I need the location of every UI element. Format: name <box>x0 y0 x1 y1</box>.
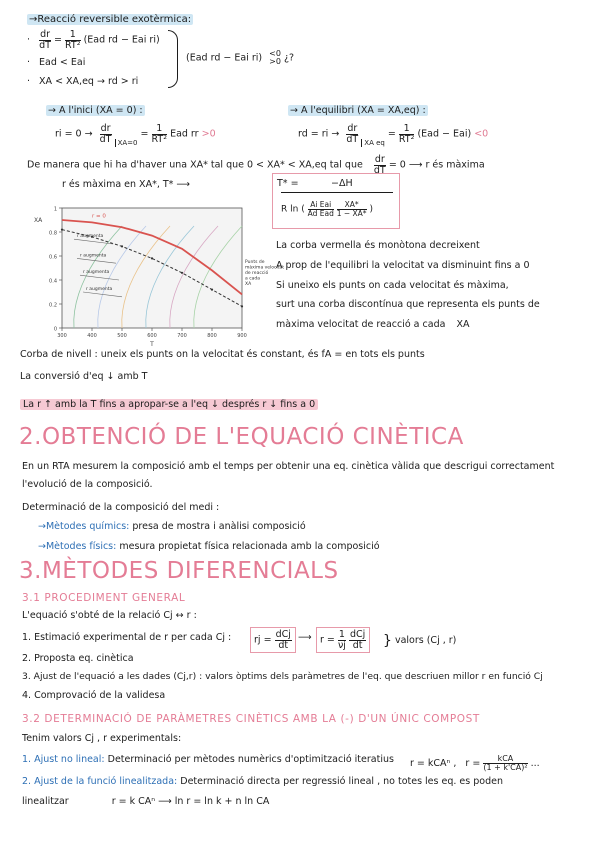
y-tick-label: 0.4 <box>49 278 57 285</box>
corba-l3: Si uneixo els punts on cada velocitat és màxima, <box>276 280 509 291</box>
x-tick-label: 400 <box>87 333 97 339</box>
s2-p3: Determinació de la composició del medi : <box>22 502 220 513</box>
y-tick-label: 0.2 <box>49 302 57 309</box>
x-tick-label: 500 <box>117 333 127 339</box>
s3-ajust1-eq: r = kCAⁿ , r = $\frac{\text{kCA}}{\text{(1 + k'CA)²}}$ ... <box>410 754 540 772</box>
x-tick-label: 800 <box>207 333 217 339</box>
annotation-label: r augmenta <box>86 287 113 292</box>
series-label: r = 0 <box>92 213 106 220</box>
demanera-line2: r és màxima en XA*, T* ⟶ <box>62 179 191 190</box>
data-point <box>211 289 213 291</box>
corba-l5: màxima velocitat de reacció a cada XA <box>276 319 470 330</box>
equilibri-equation: rd = ri → $\frac{dr}{dT}$ $_{XA eq}$ = $\frac{1}{\text{RT²}}$ (Ead − Eai) <0 <box>298 123 489 147</box>
section31-title: 3.1 PROCEDIMENT GENERAL <box>22 592 186 604</box>
y-tick-label: 0.6 <box>49 254 57 261</box>
data-point <box>151 257 153 259</box>
s3-step4: 4. Comprovació de la validesa <box>22 690 166 701</box>
annotation-label: r augmenta <box>77 234 104 240</box>
x-tick-label: 600 <box>147 333 157 339</box>
nivell-l2: La conversió d'eq ↓ amb T <box>20 371 148 382</box>
data-point <box>241 305 243 307</box>
corba-l2: A prop de l'equilibri la velocitat va disminuint fins a 0 <box>276 260 530 271</box>
s3-ajust2: 2. Ajust de la funció linealitzada: Determinació directa per regressió lineal , no totes les eq. es poden <box>22 776 503 787</box>
conversion-temperature-chart <box>28 198 285 348</box>
reaction-title: →Reacció reversible exotèrmica: <box>29 14 192 25</box>
x-tick-label: 900 <box>237 333 247 339</box>
bracket <box>168 30 178 88</box>
demanera-line1: De manera que hi ha d'haver una XA* tal que 0 < XA* < XA,eq tal que $\frac{dr}{dT}$ = 0 ⟶ r és màxima <box>27 154 485 176</box>
annotation-label: r augmenta <box>83 270 110 276</box>
y-axis-label: XA <box>34 217 43 224</box>
s3-step2: 2. Proposta eq. cinètica <box>22 653 134 664</box>
x-tick-label: 700 <box>177 333 187 339</box>
legend-note: Punts de màxima velocitat de reacció a cada XA <box>245 260 285 287</box>
corba-l1: La corba vermella és monòtona decreixent <box>276 240 480 251</box>
inicial-title: → A l'inici (XA = 0) : <box>48 105 143 116</box>
section32-title: 3.2 DETERMINACIÓ DE PARÀMETRES CINÈTICS AMB LA (-) D'UN ÚNIC COMPOST <box>22 713 480 725</box>
s3-step1: 1. Estimació experimental de r per cada Cj : <box>22 632 232 643</box>
brace-result: (Ead rd − Eai ri) <0 >0 ¿? <box>186 49 295 66</box>
equilibri-title: → A l'equilibri (XA = XA,eq) : <box>290 105 426 116</box>
s3-step3: 3. Ajust de l'equació a les dades (Cj,r) : valors òptims dels paràmetres de l'eq. que descriuen millor r en funció Cj <box>22 671 543 682</box>
step1-rj-box: rj = $\frac{\text{dCj}}{dt}$ <box>250 627 296 653</box>
step1-values: } valors (Cj , r) <box>383 633 457 649</box>
x-tick-label: 300 <box>57 333 67 339</box>
s2-p1: En un RTA mesurem la composició amb el temps per obtenir una eq. cinètica vàlida que descrigui correctament <box>22 461 555 472</box>
s2-method-phys: →Mètodes físics: mesura propietat física relacionada amb la composició <box>38 541 380 552</box>
bullet-derivative: · $\frac{dr}{dT}$ = $\frac{1}{\text{RT²}}$ (Ead rd − Eai ri) <box>27 29 160 51</box>
y-tick-label: 0 <box>53 326 57 333</box>
section2-title: 2.OBTENCIÓ DE L'EQUACIÓ CINÈTICA <box>19 424 464 450</box>
s2-method-chem: →Mètodes químics: presa de mostra i anàlisi composició <box>38 521 306 532</box>
s3-relation: L'equació s'obté de la relació Cj ↔ r : <box>22 610 197 621</box>
y-tick-label: 1 <box>53 206 57 213</box>
data-point <box>181 272 183 274</box>
s3-ajust1: 1. Ajust no lineal: Determinació per mètodes numèrics d'optimització iteratius <box>22 754 394 765</box>
data-point <box>121 245 123 247</box>
step1-r-box: r = $\frac{1}{\nu j}$ $\frac{\text{dCj}}{dt}$ <box>316 627 370 653</box>
plot-area <box>62 208 242 328</box>
x-axis-label: T <box>150 341 154 348</box>
corba-l4: surt una corba discontínua que representa els punts de <box>276 299 540 310</box>
step1-arrow: ⟶ <box>298 632 312 643</box>
annotation-label: r augmenta <box>80 253 107 259</box>
bullet-energies: · Ead < Eai <box>27 57 86 68</box>
data-point <box>61 229 63 231</box>
s3-ajust2-l2: linealitzar r = k CAⁿ ⟶ ln r = ln k + n ln CA <box>22 796 270 807</box>
section3-title: 3.MÈTODES DIFERENCIALS <box>19 558 339 584</box>
inicial-equation: ri = 0 → $\frac{dr}{dT}$ $_{XA=0}$ = $\frac{1}{\text{RT²}}$ Ead rr >0 <box>55 123 216 147</box>
nivell-l1: Corba de nivell : uneix els punts on la velocitat és constant, és fA = en tots els punts <box>20 349 425 360</box>
s2-p2: l'evolució de la composició. <box>22 479 153 490</box>
tstar-box: T* = −ΔH R ln ( $\frac{\text{Ai Eai}}{\text{Ad Ead}}$ $\frac{XA*}{1 - XA*}$ ) <box>272 173 400 229</box>
bullet-conversion: · XA < XA,eq → rd > ri <box>27 76 139 87</box>
nivell-l3: La r ↑ amb la T fins a apropar-se a l'eq ↓ després r ↓ fins a 0 <box>20 400 318 411</box>
s3-tenim: Tenim valors Cj , r experimentals: <box>22 733 182 744</box>
y-tick-label: 0.8 <box>49 230 57 237</box>
